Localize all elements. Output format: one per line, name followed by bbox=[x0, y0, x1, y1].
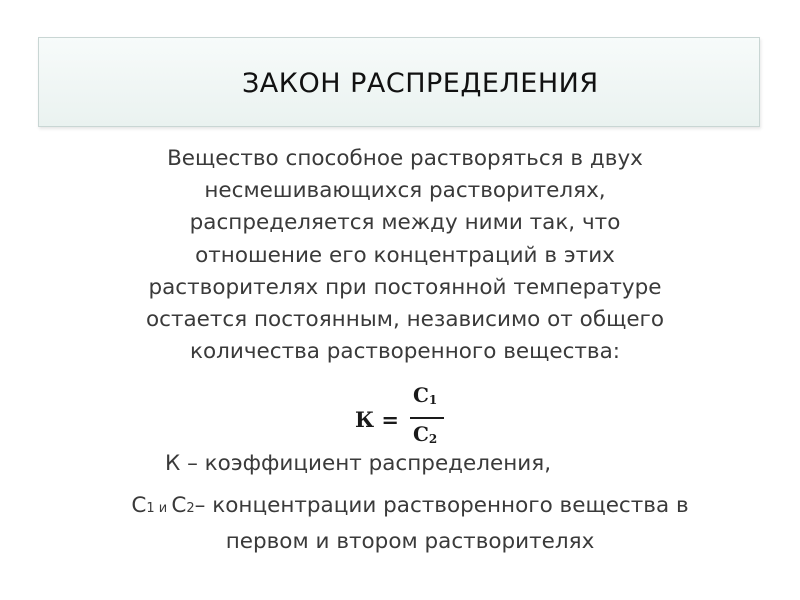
c-definition-text: – концентрации растворенного вещества в bbox=[194, 493, 689, 518]
definition-c bbox=[60, 489, 760, 558]
distribution-formula bbox=[355, 383, 455, 453]
statement-line: количества растворенного вещества: bbox=[189, 339, 621, 365]
statement-line: несмешивающихся растворителях, bbox=[204, 178, 606, 204]
denominator-subscript: 2 bbox=[428, 432, 438, 446]
c2-symbol: С bbox=[171, 493, 187, 518]
statement-line: растворителях при постоянной температуре bbox=[148, 274, 662, 300]
c2-subscript: 2 bbox=[186, 501, 195, 516]
statement-line: Вещество способное растворяться в двух bbox=[167, 146, 643, 171]
formula-denominator bbox=[413, 422, 437, 446]
formula-lhs: К = bbox=[355, 407, 400, 432]
numerator-symbol: С bbox=[413, 383, 429, 407]
statement-line: отношение его концентраций в этих bbox=[195, 242, 615, 268]
formula-numerator bbox=[413, 383, 437, 407]
statement-line: распределяется между ними так, что bbox=[189, 210, 621, 236]
c1-symbol: С bbox=[131, 493, 147, 518]
c1-subscript: 1 bbox=[146, 501, 155, 516]
denominator-symbol: С bbox=[413, 422, 429, 446]
definition-c-line-1 bbox=[60, 489, 760, 525]
definition-k: К – коэффициент распределения, bbox=[165, 451, 552, 476]
statement-line: остается постоянным, независимо от общего bbox=[145, 307, 665, 333]
title-box bbox=[38, 37, 760, 127]
numerator-subscript: 1 bbox=[428, 393, 438, 407]
definition-c-line-2: первом и втором растворителях bbox=[225, 529, 595, 554]
c-and: и bbox=[154, 501, 172, 516]
slide-title: ЗАКОН РАСПРЕДЕЛЕНИЯ bbox=[242, 68, 599, 99]
fraction-bar bbox=[410, 417, 444, 419]
law-statement bbox=[80, 143, 730, 368]
